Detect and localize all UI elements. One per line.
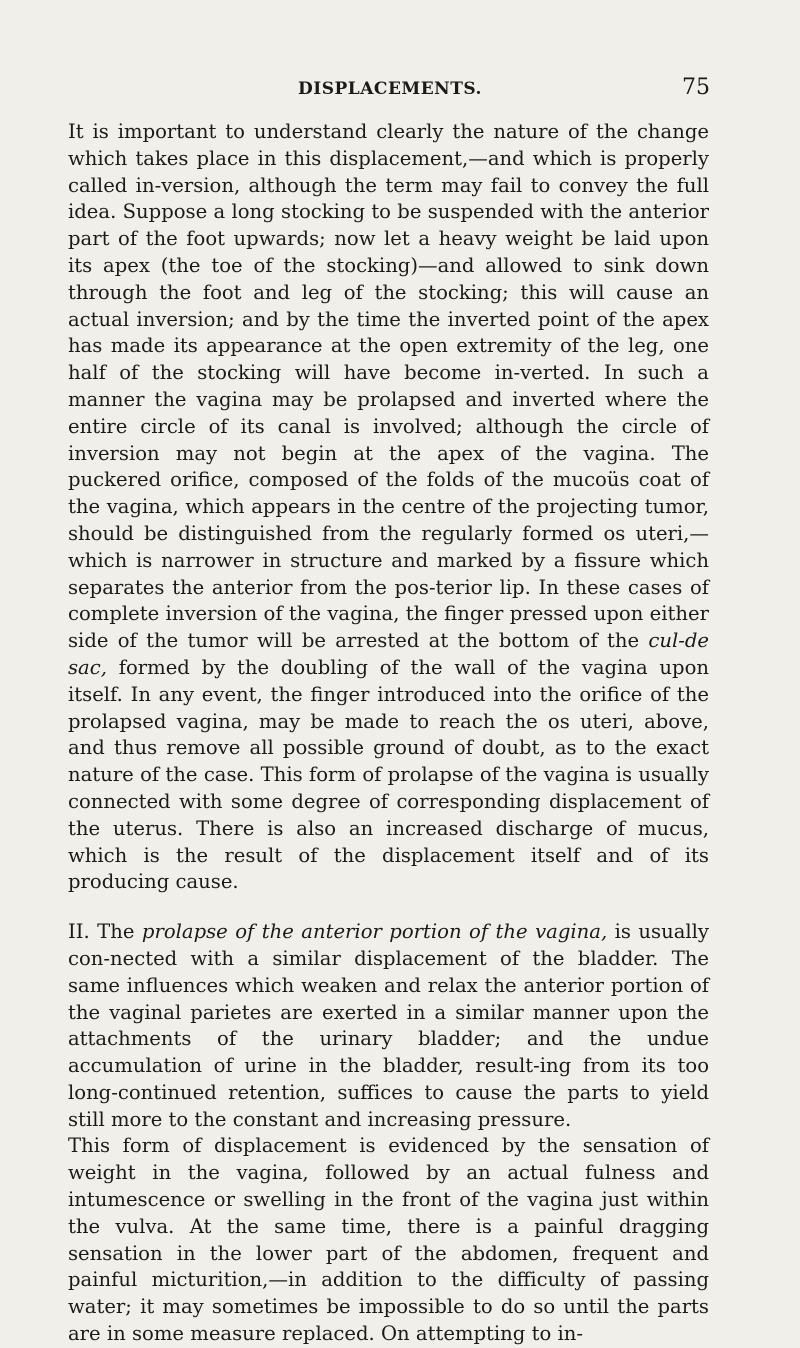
paragraph-text: This form of displacement is evidenced by the sensation of weight in the vagina, followed by an actual fulness and intumescence or swelling in the front of the vagina just within the vulva. At the same time, there is a painful dragging sensation in the lower part of the abdomen, frequent and painful micturition,—in addition to the difficulty of passing water; it may sometimes be impossible to do so until the parts are in some measure replaced. On attempting to in-: [68, 1134, 709, 1346]
running-title: DISPLACEMENTS.: [298, 79, 482, 99]
body-text: [68, 119, 709, 1348]
italic-term: cul-de sac,: [68, 629, 709, 679]
paragraph-inversion: [68, 119, 709, 896]
paragraph-text: It is important to understand clearly the nature of the change which takes place in this displacement,—and which is properly called in-version, although the term may fail to convey the full idea. Suppose a long stocking to be suspended with the anterior part of the foot upwards; now let a heavy weight be laid upon its apex (the toe of the stocking)—and allowed to sink down through the foot and leg of the stocking; this will cause an actual inversion; and by the time the inverted point of the apex has made its appearance at the open extremity of the leg, one half of the stocking will have become in-verted. In such a manner the vagina may be prolapsed and inverted where the entire circle of its canal is involved; although the circle of inversion may not begin at the apex of the vagina. The puckered orifice, composed of the folds of the mucoüs coat of the vagina, which appears in the centre of the projecting tumor, should be distinguished from the regularly formed os uteri,—which is narrower in structure and marked by a fissure which separates the anterior from the pos-terior lip. In these cases of complete inversion of the vagina, the finger pressed upon either side of the tumor will be arrested at the bottom of the: [68, 120, 709, 653]
page-number: 75: [682, 75, 710, 100]
section-lead: II. The: [68, 920, 142, 944]
paragraph-text: is usually con-nected with a similar displacement of the bladder. The same influences which weaken and relax the anterior portion of the vaginal parietes are exerted in a similar manner upon the attachments of the urinary bladder; and the undue accumulation of urine in the bladder, result-ing from its too long-continued retention, suffices to cause the parts to yield still more to the constant and increasing pressure.: [68, 920, 710, 1131]
italic-heading: prolapse of the anterior portion of the vagina,: [141, 920, 608, 944]
page-header: [70, 77, 710, 107]
paragraph-symptoms: [68, 1133, 709, 1347]
paragraph-text-continued: formed by the doubling of the wall of the vagina upon itself. In any event, the finger introduced into the orifice of the prolapsed vagina, may be made to reach the os uteri, above, and thus remove all possible ground of doubt, as to the exact nature of the case. This form of prolapse of the vagina is usually connected with some degree of corresponding displacement of the uterus. There is also an increased discharge of mucus, which is the result of the displacement itself and of its producing cause.: [68, 655, 709, 894]
paragraph-anterior-prolapse: [68, 919, 709, 1133]
